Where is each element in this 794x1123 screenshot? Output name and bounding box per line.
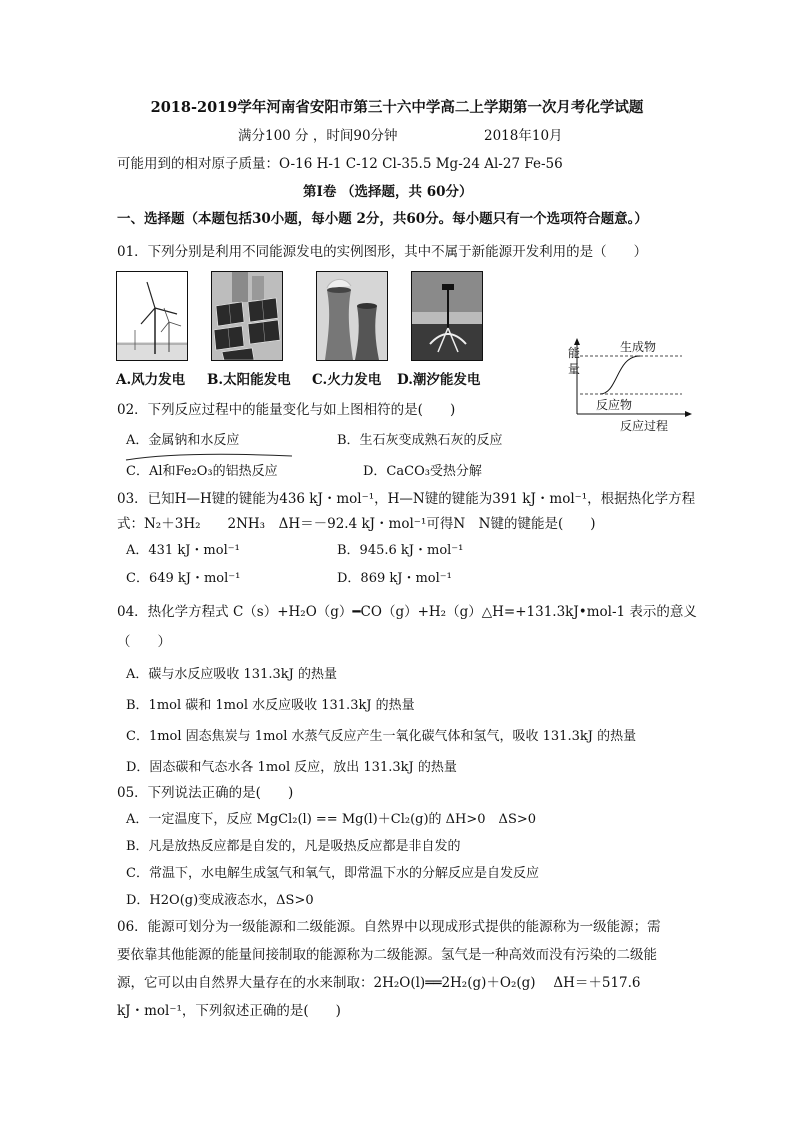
product-label: 生成物 xyxy=(620,340,657,354)
q06-line4: kJ・mol⁻¹，下列叙述正确的是( ) xyxy=(117,1003,341,1019)
section-instructions: 一、选择题（本题包括30小题，每小题 2分，共60分。每小题只有一个选项符合题意。） xyxy=(117,211,648,227)
q04-option-b: B．1mol 碳和 1mol 水反应吸收 131.3kJ 的热量 xyxy=(126,698,415,713)
q02-option-a: A．金属钠和水反应 xyxy=(126,433,240,448)
q05-option-a: A．一定温度下，反应 MgCl₂(l) == Mg(l)＋Cl₂(g)的 ΔH>0 ΔS>0 xyxy=(126,812,537,827)
q04-option-c: C．1mol 固态焦炭与 1mol 水蒸气反应产生一氧化碳气体和氢气，吸收 131.3kJ 的热量 xyxy=(126,729,637,744)
q04-option-a: A．碳与水反应吸收 131.3kJ 的热量 xyxy=(126,667,337,682)
energy-axis-label-1: 能 xyxy=(568,346,581,360)
q04-stem-line1: 04．热化学方程式 C（s）+H₂O（g）━CO（g）+H₂（g）△H=+131.3kJ•mol-1 表示的意义 xyxy=(117,604,697,620)
q01-caption-d: D.潮汐能发电 xyxy=(397,372,481,388)
q05-option-b: B．凡是放热反应都是自发的，凡是吸热反应都是非自发的 xyxy=(126,839,461,854)
volume-title: 第Ⅰ卷 （选择题，共 60分） xyxy=(303,184,473,200)
q01-caption-b: B.太阳能发电 xyxy=(207,372,291,388)
reactant-label: 反应物 xyxy=(596,398,633,412)
q01-stem: 01．下列分别是利用不同能源发电的实例图形，其中不属于新能源开发利用的是（ ） xyxy=(117,244,648,260)
q02-option-b: B．生石灰变成熟石灰的反应 xyxy=(337,433,503,448)
q02-stem: 02．下列反应过程中的能量变化与如上图相符的是( ) xyxy=(117,402,456,418)
exam-title: 2018-2019学年河南省安阳市第三十六中学高二上学期第一次月考化学试题 xyxy=(150,99,644,116)
thermal-power-image xyxy=(316,271,388,361)
q06-line3: 源，它可以由自然界大量存在的水来制取：2H₂O(l)══2H₂(g)＋O₂(g) ΔH＝＋517.6 xyxy=(117,975,641,991)
q03-option-a: A．431 kJ・mol⁻¹ xyxy=(126,543,240,558)
q02-option-d: D．CaCO₃受热分解 xyxy=(363,464,482,479)
q06-line2: 要依靠其他能源的能量间接制取的能源称为二级能源。氢气是一种高效而没有污染的二级能 xyxy=(117,947,657,963)
q04-stem-line2: （ ） xyxy=(117,634,171,650)
reaction-process-label: 反应过程 xyxy=(620,419,669,433)
score-time: 满分100 分 ，时间90分钟 xyxy=(238,128,398,144)
q03-option-d: D．869 kJ・mol⁻¹ xyxy=(337,571,452,586)
solar-power-image xyxy=(211,271,283,361)
q03-option-c: C．649 kJ・mol⁻¹ xyxy=(126,571,241,586)
handwritten-strike-mark xyxy=(124,452,294,462)
q04-option-d: D．固态碳和气态水各 1mol 反应，放出 131.3kJ 的热量 xyxy=(126,760,457,775)
q01-caption-a: A.风力发电 xyxy=(116,372,186,388)
q05-option-c: C．常温下，水电解生成氢气和氧气，即常温下水的分解反应是自发反应 xyxy=(126,866,539,881)
q03-option-b: B．945.6 kJ・mol⁻¹ xyxy=(337,543,464,558)
atomic-masses: 可能用到的相对原子质量：O-16 H-1 C-12 Cl-35.5 Mg-24 Al-27 Fe-56 xyxy=(117,156,563,172)
q06-line1: 06．能源可划分为一级能源和二级能源。自然界中以现成形式提供的能源称为一级能源；需 xyxy=(117,919,661,935)
q01-caption-c: C.火力发电 xyxy=(312,372,382,388)
q03-stem-line2: 式：N₂＋3H₂ 2NH₃ ΔH＝－92.4 kJ・mol⁻¹可得N N键的键能是( ) xyxy=(117,516,596,532)
exam-date: 2018年10月 xyxy=(484,128,563,144)
energy-axis-label-2: 量 xyxy=(568,362,581,376)
q02-option-c: C．Al和Fe₂O₃的铝热反应 xyxy=(126,464,278,479)
q05-stem: 05．下列说法正确的是( ) xyxy=(117,785,294,801)
tidal-power-image xyxy=(411,271,483,361)
q03-stem-line1: 03．已知H—H键的键能为436 kJ・mol⁻¹，H—N键的键能为391 kJ・mol⁻¹，根据热化学方程 xyxy=(117,491,696,507)
q05-option-d: D．H2O(g)变成液态水，ΔS>0 xyxy=(126,893,314,908)
wind-power-image xyxy=(116,271,188,361)
